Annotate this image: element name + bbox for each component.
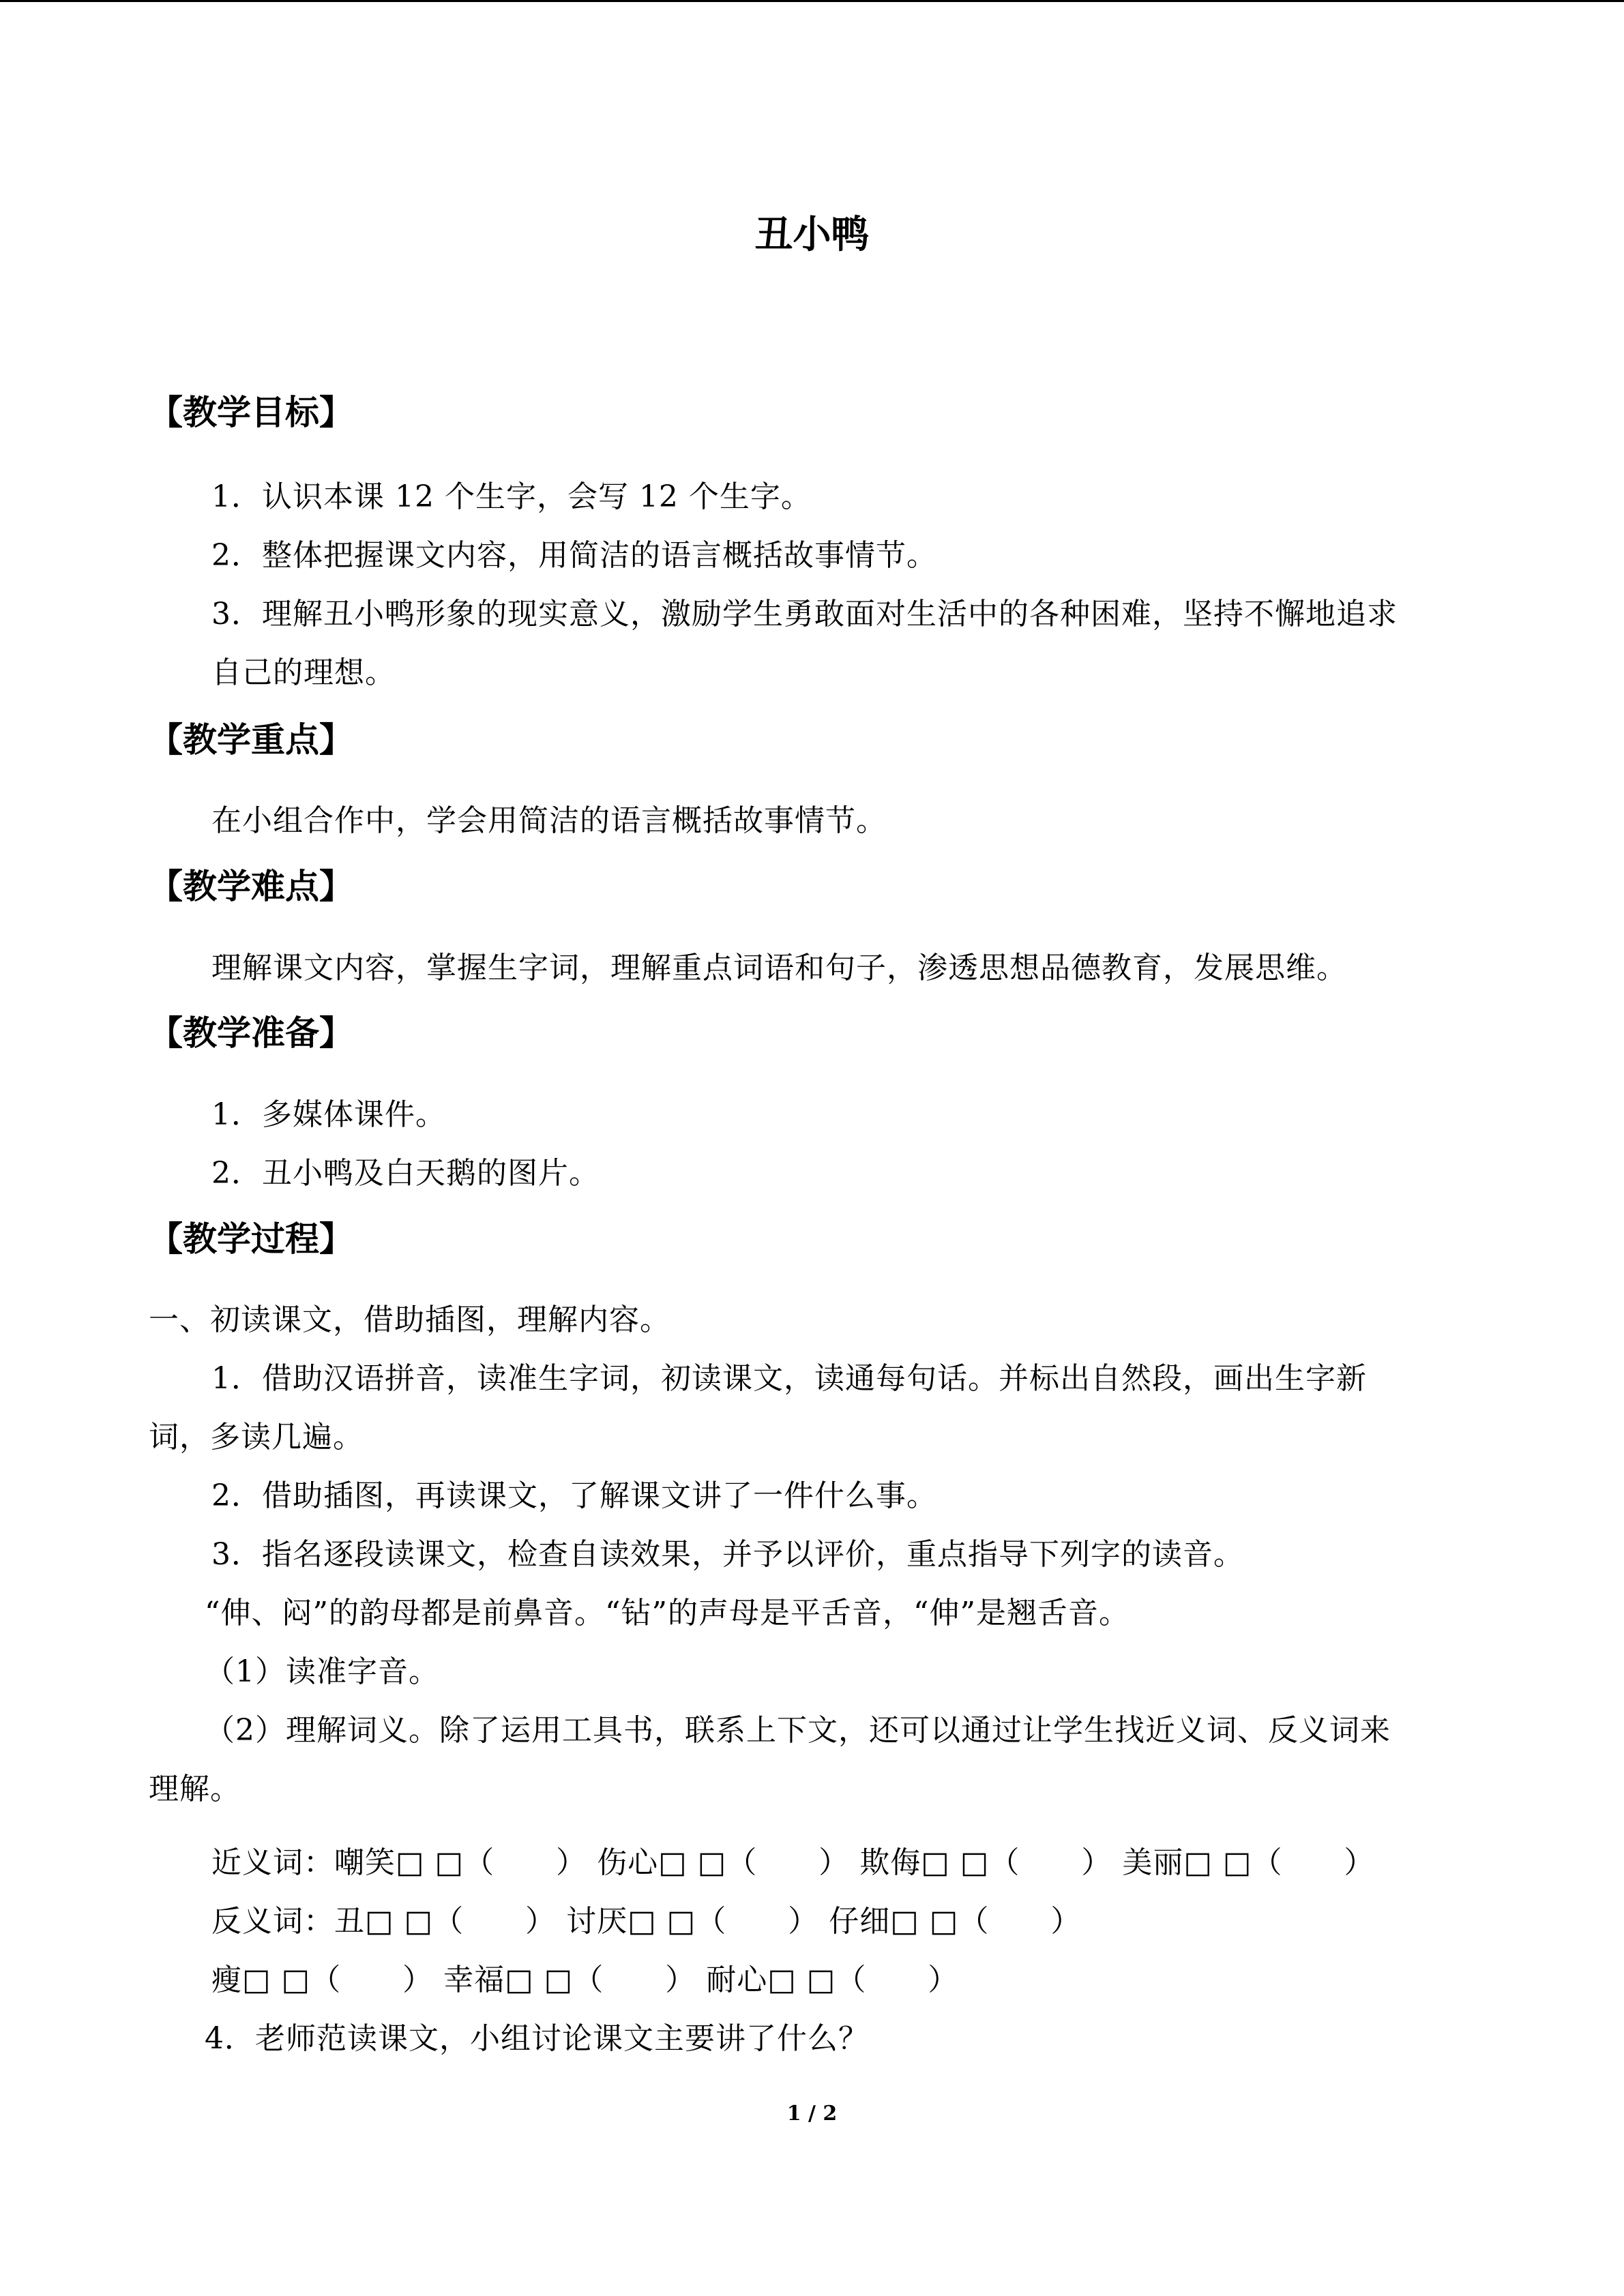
goal-item-continuation: 自己的理想。 xyxy=(211,655,396,690)
page-title: 丑小鸭 xyxy=(754,213,870,257)
difficulties-text: 理解课文内容，掌握生字词，理解重点词语和句子，渗透思想品德教育，发展思维。 xyxy=(211,951,1347,985)
process-line: 2．借助插图，再读课文，了解课文讲了一件什么事。 xyxy=(211,1478,937,1513)
goal-item: 1．认识本课 12 个生字，会写 12 个生字。 xyxy=(211,479,812,514)
preparation-item: 1．多媒体课件。 xyxy=(211,1097,446,1132)
process-line: 词，多读几遍。 xyxy=(149,1420,364,1455)
process-line: 1．借助汉语拼音，读准生字词，初读课文，读通每句话。并标出自然段，画出生字新 xyxy=(211,1361,1367,1396)
heading-preparation: 【教学准备】 xyxy=(149,1013,353,1053)
key-points-text: 在小组合作中，学会用简洁的语言概括故事情节。 xyxy=(211,803,887,838)
synonyms-exercise: 近义词：嘲笑□ □（ ） 伤心□ □（ ） 欺侮□ □（ ） 美丽□ □（ ） xyxy=(211,1845,1375,1880)
process-line: 理解。 xyxy=(149,1772,241,1806)
goal-item: 2．整体把握课文内容，用简洁的语言概括故事情节。 xyxy=(211,538,937,573)
page-number: 1 / 2 xyxy=(786,2102,838,2126)
heading-teaching-goals: 【教学目标】 xyxy=(149,393,353,432)
preparation-item: 2．丑小鸭及白天鹅的图片。 xyxy=(211,1156,600,1191)
goal-item: 3．理解丑小鸭形象的现实意义，激励学生勇敢面对生活中的各种困难，坚持不懈地追求 xyxy=(211,597,1398,631)
process-line: 3．指名逐段读课文，检查自读效果，并予以评价，重点指导下列字的读音。 xyxy=(211,1537,1244,1572)
heading-teaching-process: 【教学过程】 xyxy=(149,1219,353,1259)
process-line: （1）读准字音。 xyxy=(205,1654,439,1689)
heading-key-points: 【教学重点】 xyxy=(149,720,353,760)
heading-difficulties: 【教学难点】 xyxy=(149,867,353,906)
process-line: （2）理解词义。除了运用工具书，联系上下文，还可以通过让学生找近义词、反义词来 xyxy=(205,1713,1391,1748)
process-step-title: 一、初读课文，借助插图，理解内容。 xyxy=(149,1302,670,1337)
process-line: “伸、闷”的韵母都是前鼻音。“钻”的声母是平舌音，“伸”是翘舌音。 xyxy=(205,1596,1130,1630)
top-border xyxy=(0,0,1624,2)
antonyms-exercise: 反义词：丑□ □（ ） 讨厌□ □（ ） 仔细□ □（ ） xyxy=(211,1904,1082,1939)
antonyms-exercise-continued: 瘦□ □（ ） 幸福□ □（ ） 耐心□ □（ ） xyxy=(211,1963,959,1997)
process-line: 4．老师范读课文，小组讨论课文主要讲了什么？ xyxy=(205,2021,869,2056)
